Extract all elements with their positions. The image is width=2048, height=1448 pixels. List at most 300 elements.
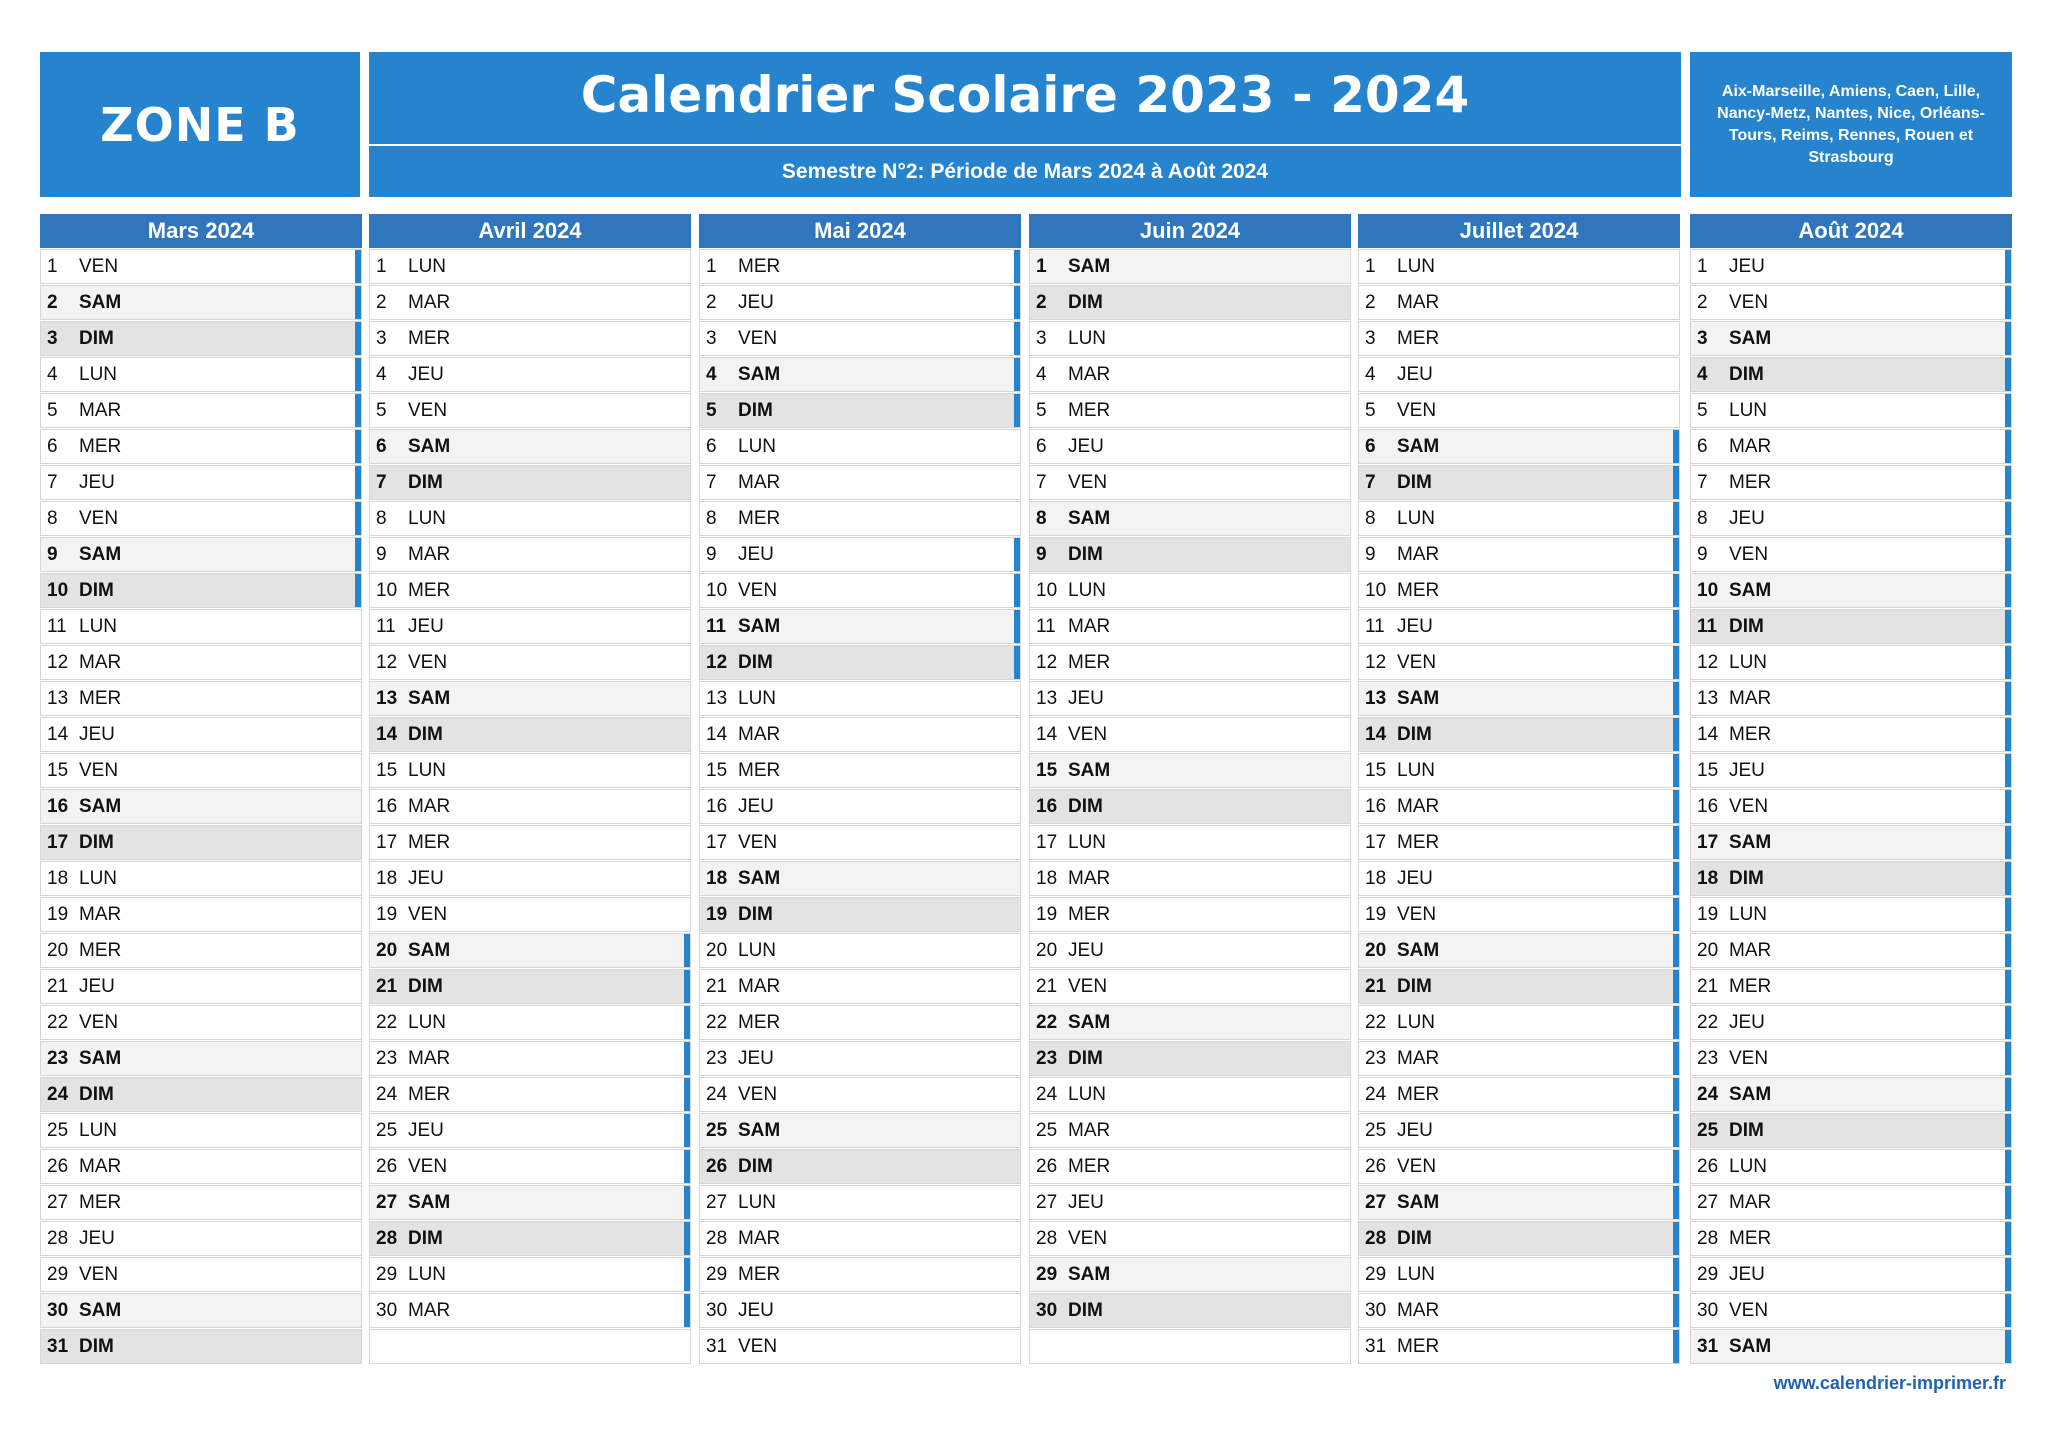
day-row bbox=[40, 501, 362, 536]
day-row bbox=[1358, 897, 1680, 932]
page-title: Calendrier Scolaire 2023 - 2024 bbox=[580, 66, 1470, 124]
month-header: Mars 2024 bbox=[40, 214, 362, 248]
day-name: LUN bbox=[79, 364, 118, 385]
day-name: SAM bbox=[1729, 580, 1772, 601]
day-row bbox=[369, 393, 691, 428]
day-name: VEN bbox=[1397, 904, 1437, 925]
day-name: VEN bbox=[408, 904, 448, 925]
zone-banner bbox=[40, 52, 360, 197]
day-name: DIM bbox=[1729, 1120, 1764, 1141]
day-name: SAM bbox=[1068, 760, 1111, 781]
day-row bbox=[1029, 321, 1351, 356]
day-row bbox=[1690, 1041, 2012, 1076]
day-name: MER bbox=[738, 508, 781, 529]
day-number: 26 bbox=[1365, 1156, 1387, 1177]
day-row bbox=[1358, 681, 1680, 716]
day-number: 29 bbox=[1365, 1264, 1387, 1285]
day-name: MAR bbox=[79, 652, 122, 673]
day-number: 6 bbox=[376, 436, 387, 457]
day-row bbox=[40, 861, 362, 896]
day-row bbox=[40, 429, 362, 464]
day-row bbox=[1358, 537, 1680, 572]
day-row bbox=[1358, 1293, 1680, 1328]
day-row bbox=[699, 285, 1021, 320]
day-row bbox=[1029, 1149, 1351, 1184]
day-number: 15 bbox=[1697, 760, 1719, 781]
day-row bbox=[369, 1041, 691, 1076]
day-number: 2 bbox=[1697, 292, 1708, 313]
day-row bbox=[369, 465, 691, 500]
day-number: 6 bbox=[1365, 436, 1376, 457]
day-row bbox=[40, 357, 362, 392]
day-name: SAM bbox=[1068, 1012, 1111, 1033]
day-name: SAM bbox=[1729, 1336, 1772, 1357]
day-name: DIM bbox=[79, 328, 114, 349]
day-name: VEN bbox=[738, 1084, 778, 1105]
day-number: 31 bbox=[1697, 1336, 1719, 1357]
day-row bbox=[40, 1221, 362, 1256]
day-name: MAR bbox=[1729, 1192, 1772, 1213]
day-name: LUN bbox=[1397, 1012, 1436, 1033]
day-row bbox=[1358, 1005, 1680, 1040]
day-number: 11 bbox=[706, 616, 727, 637]
day-name: MER bbox=[1068, 652, 1111, 673]
day-row bbox=[369, 897, 691, 932]
website-link[interactable]: www.calendrier-imprimer.fr bbox=[1773, 1373, 2006, 1393]
day-number: 26 bbox=[706, 1156, 728, 1177]
day-name: VEN bbox=[79, 1264, 119, 1285]
day-number: 24 bbox=[1697, 1084, 1719, 1105]
day-name: MAR bbox=[1068, 364, 1111, 385]
day-name: JEU bbox=[1397, 868, 1433, 889]
day-number: 16 bbox=[1036, 796, 1058, 817]
day-row bbox=[1029, 1293, 1351, 1328]
day-number: 28 bbox=[376, 1228, 398, 1249]
day-number: 18 bbox=[706, 868, 728, 889]
day-number: 23 bbox=[1365, 1048, 1387, 1069]
day-row bbox=[40, 789, 362, 824]
day-row bbox=[1690, 537, 2012, 572]
day-name: MER bbox=[1729, 724, 1772, 745]
day-name: DIM bbox=[738, 904, 773, 925]
day-name: MER bbox=[1729, 976, 1772, 997]
day-name: LUN bbox=[408, 508, 447, 529]
day-name: JEU bbox=[738, 796, 774, 817]
day-name: LUN bbox=[1397, 760, 1436, 781]
day-row bbox=[369, 861, 691, 896]
day-name: DIM bbox=[1729, 616, 1764, 637]
day-name: JEU bbox=[738, 1300, 774, 1321]
day-row bbox=[1690, 789, 2012, 824]
day-row bbox=[369, 537, 691, 572]
day-name: JEU bbox=[408, 868, 444, 889]
day-number: 16 bbox=[1365, 796, 1387, 817]
day-name: MAR bbox=[408, 544, 451, 565]
day-row bbox=[1358, 609, 1680, 644]
day-row bbox=[369, 1077, 691, 1112]
day-name: LUN bbox=[1729, 904, 1768, 925]
day-number: 7 bbox=[1365, 472, 1376, 493]
day-row bbox=[1029, 501, 1351, 536]
day-number: 25 bbox=[376, 1120, 398, 1141]
day-name: JEU bbox=[738, 544, 774, 565]
day-name: VEN bbox=[79, 1012, 119, 1033]
day-name: MAR bbox=[408, 796, 451, 817]
day-name: DIM bbox=[1068, 292, 1103, 313]
day-number: 25 bbox=[47, 1120, 69, 1141]
day-row bbox=[699, 1113, 1021, 1148]
day-number: 13 bbox=[1365, 688, 1387, 709]
day-number: 5 bbox=[47, 400, 58, 421]
day-row bbox=[369, 789, 691, 824]
day-row bbox=[1690, 753, 2012, 788]
day-number: 3 bbox=[1036, 328, 1047, 349]
day-number: 28 bbox=[1365, 1228, 1387, 1249]
day-row bbox=[40, 933, 362, 968]
day-name: SAM bbox=[1397, 436, 1440, 457]
day-name: SAM bbox=[408, 1192, 451, 1213]
day-row bbox=[1690, 249, 2012, 284]
day-number: 13 bbox=[1697, 688, 1719, 709]
day-name: MAR bbox=[79, 904, 122, 925]
day-row bbox=[1690, 609, 2012, 644]
day-name: MAR bbox=[1068, 868, 1111, 889]
day-name: DIM bbox=[408, 1228, 443, 1249]
day-number: 12 bbox=[47, 652, 69, 673]
day-row bbox=[1358, 1077, 1680, 1112]
day-row bbox=[1358, 249, 1680, 284]
day-name: VEN bbox=[1729, 544, 1769, 565]
day-name: LUN bbox=[738, 940, 777, 961]
day-name: VEN bbox=[1729, 1300, 1769, 1321]
day-number: 3 bbox=[376, 328, 387, 349]
day-number: 8 bbox=[376, 508, 387, 529]
day-row bbox=[1029, 537, 1351, 572]
day-row bbox=[1358, 1149, 1680, 1184]
day-row bbox=[1029, 681, 1351, 716]
day-number: 20 bbox=[1365, 940, 1387, 961]
day-row bbox=[699, 1293, 1021, 1328]
day-number: 22 bbox=[1036, 1012, 1058, 1033]
day-number: 14 bbox=[47, 724, 69, 745]
day-row bbox=[1029, 1005, 1351, 1040]
day-name: MER bbox=[1397, 580, 1440, 601]
day-row bbox=[1358, 861, 1680, 896]
day-number: 28 bbox=[47, 1228, 69, 1249]
day-number: 27 bbox=[706, 1192, 728, 1213]
month-column bbox=[1690, 214, 2012, 1364]
day-number: 17 bbox=[706, 832, 728, 853]
day-number: 4 bbox=[706, 364, 717, 385]
day-number: 19 bbox=[1036, 904, 1058, 925]
day-number: 20 bbox=[1036, 940, 1058, 961]
day-row bbox=[1690, 1329, 2012, 1364]
day-number: 9 bbox=[1036, 544, 1047, 565]
day-name: MER bbox=[1068, 400, 1111, 421]
day-number: 8 bbox=[1697, 508, 1708, 529]
day-name: JEU bbox=[1068, 688, 1104, 709]
day-number: 20 bbox=[706, 940, 728, 961]
day-number: 7 bbox=[47, 472, 58, 493]
day-number: 28 bbox=[1697, 1228, 1719, 1249]
day-number: 15 bbox=[706, 760, 728, 781]
day-name: VEN bbox=[738, 328, 778, 349]
day-number: 26 bbox=[1697, 1156, 1719, 1177]
day-name: SAM bbox=[1729, 1084, 1772, 1105]
day-name: VEN bbox=[738, 580, 778, 601]
day-row bbox=[369, 717, 691, 752]
day-number: 23 bbox=[1697, 1048, 1719, 1069]
day-name: MAR bbox=[1397, 796, 1440, 817]
day-name: VEN bbox=[1729, 292, 1769, 313]
day-name: MAR bbox=[738, 1228, 781, 1249]
day-name: MAR bbox=[1729, 436, 1772, 457]
day-number: 21 bbox=[1036, 976, 1058, 997]
day-name: JEU bbox=[408, 616, 444, 637]
day-number: 20 bbox=[1697, 940, 1719, 961]
day-name: DIM bbox=[79, 832, 114, 853]
day-number: 30 bbox=[1697, 1300, 1719, 1321]
day-number: 26 bbox=[47, 1156, 69, 1177]
day-name: MAR bbox=[1729, 940, 1772, 961]
day-name: JEU bbox=[408, 1120, 444, 1141]
day-number: 21 bbox=[47, 976, 69, 997]
day-name: LUN bbox=[738, 436, 777, 457]
day-name: DIM bbox=[1397, 976, 1432, 997]
day-row bbox=[1029, 285, 1351, 320]
day-row bbox=[1358, 573, 1680, 608]
day-row bbox=[40, 1041, 362, 1076]
day-number: 5 bbox=[376, 400, 387, 421]
day-row bbox=[40, 1113, 362, 1148]
day-number: 10 bbox=[706, 580, 728, 601]
day-row bbox=[699, 537, 1021, 572]
day-name: LUN bbox=[1397, 508, 1436, 529]
day-row bbox=[1029, 933, 1351, 968]
day-name: LUN bbox=[79, 616, 118, 637]
day-name: JEU bbox=[738, 292, 774, 313]
day-name: VEN bbox=[1397, 1156, 1437, 1177]
day-row bbox=[699, 789, 1021, 824]
day-name: MAR bbox=[79, 1156, 122, 1177]
day-row bbox=[1029, 1185, 1351, 1220]
day-number: 22 bbox=[706, 1012, 728, 1033]
day-number: 29 bbox=[47, 1264, 69, 1285]
day-name: DIM bbox=[1397, 472, 1432, 493]
day-name: LUN bbox=[1729, 652, 1768, 673]
day-name: VEN bbox=[408, 1156, 448, 1177]
day-row bbox=[1690, 285, 2012, 320]
day-name: MER bbox=[738, 1012, 781, 1033]
day-row bbox=[699, 501, 1021, 536]
day-name: LUN bbox=[1068, 832, 1107, 853]
day-name: VEN bbox=[408, 652, 448, 673]
day-row bbox=[1690, 1293, 2012, 1328]
day-name: MER bbox=[408, 832, 451, 853]
day-row bbox=[699, 717, 1021, 752]
day-row bbox=[1358, 1185, 1680, 1220]
day-name: SAM bbox=[79, 544, 122, 565]
day-row bbox=[1029, 609, 1351, 644]
day-name: VEN bbox=[738, 832, 778, 853]
day-name: SAM bbox=[408, 436, 451, 457]
day-number: 13 bbox=[1036, 688, 1058, 709]
day-row bbox=[40, 1293, 362, 1328]
page-subtitle: Semestre N°2: Période de Mars 2024 à Août 2024 bbox=[781, 160, 1269, 183]
day-number: 5 bbox=[1365, 400, 1376, 421]
day-row bbox=[369, 573, 691, 608]
day-name: SAM bbox=[1729, 832, 1772, 853]
day-name: VEN bbox=[1729, 796, 1769, 817]
day-row bbox=[1690, 717, 2012, 752]
day-number: 18 bbox=[1365, 868, 1387, 889]
day-number: 14 bbox=[1697, 724, 1719, 745]
day-row bbox=[1358, 393, 1680, 428]
day-row bbox=[699, 1077, 1021, 1112]
day-row bbox=[1358, 465, 1680, 500]
day-number: 25 bbox=[1697, 1120, 1719, 1141]
day-number: 12 bbox=[1036, 652, 1058, 673]
day-row bbox=[699, 573, 1021, 608]
day-name: JEU bbox=[1397, 364, 1433, 385]
title-banner bbox=[369, 52, 1681, 197]
day-name: MAR bbox=[408, 1300, 451, 1321]
day-name: JEU bbox=[1068, 940, 1104, 961]
day-name: DIM bbox=[79, 1084, 114, 1105]
day-name: SAM bbox=[408, 688, 451, 709]
empty-day-row bbox=[369, 1329, 691, 1364]
day-number: 7 bbox=[1697, 472, 1708, 493]
day-number: 13 bbox=[47, 688, 69, 709]
day-number: 14 bbox=[376, 724, 398, 745]
day-row bbox=[699, 1149, 1021, 1184]
day-name: MAR bbox=[408, 292, 451, 313]
day-row bbox=[1358, 321, 1680, 356]
day-name: VEN bbox=[1068, 724, 1108, 745]
day-name: SAM bbox=[1068, 508, 1111, 529]
day-row bbox=[40, 1149, 362, 1184]
month-header: Avril 2024 bbox=[369, 214, 691, 248]
day-name: MER bbox=[1397, 1336, 1440, 1357]
day-name: SAM bbox=[79, 796, 122, 817]
day-row bbox=[1690, 321, 2012, 356]
day-number: 11 bbox=[1365, 616, 1385, 637]
day-row bbox=[1029, 717, 1351, 752]
day-name: MER bbox=[1068, 904, 1111, 925]
day-name: MER bbox=[408, 328, 451, 349]
day-number: 21 bbox=[1697, 976, 1719, 997]
day-row bbox=[369, 1185, 691, 1220]
month-header: Août 2024 bbox=[1690, 214, 2012, 248]
day-name: LUN bbox=[738, 1192, 777, 1213]
day-row bbox=[1690, 1149, 2012, 1184]
day-row bbox=[1690, 681, 2012, 716]
day-name: JEU bbox=[79, 724, 115, 745]
month-column bbox=[1358, 214, 1680, 1364]
day-number: 16 bbox=[47, 796, 69, 817]
day-number: 18 bbox=[376, 868, 398, 889]
day-name: VEN bbox=[1068, 1228, 1108, 1249]
day-number: 26 bbox=[1036, 1156, 1058, 1177]
day-number: 2 bbox=[47, 292, 58, 313]
day-number: 6 bbox=[47, 436, 58, 457]
day-number: 2 bbox=[376, 292, 387, 313]
day-row bbox=[1690, 357, 2012, 392]
day-name: LUN bbox=[1729, 400, 1768, 421]
day-number: 4 bbox=[1697, 364, 1708, 385]
day-number: 27 bbox=[1365, 1192, 1387, 1213]
empty-day-row bbox=[1029, 1329, 1351, 1364]
day-number: 9 bbox=[376, 544, 387, 565]
day-name: LUN bbox=[738, 688, 777, 709]
day-row bbox=[1358, 1041, 1680, 1076]
day-name: JEU bbox=[1729, 508, 1765, 529]
day-row bbox=[1690, 393, 2012, 428]
day-row bbox=[1690, 933, 2012, 968]
day-number: 16 bbox=[376, 796, 398, 817]
day-row bbox=[1029, 753, 1351, 788]
day-name: MER bbox=[1729, 472, 1772, 493]
day-number: 26 bbox=[376, 1156, 398, 1177]
day-row bbox=[699, 933, 1021, 968]
day-number: 2 bbox=[1365, 292, 1376, 313]
day-row bbox=[40, 1329, 362, 1364]
day-row bbox=[1358, 825, 1680, 860]
day-row bbox=[1358, 357, 1680, 392]
day-row bbox=[699, 645, 1021, 680]
day-row bbox=[1358, 1221, 1680, 1256]
day-number: 14 bbox=[1365, 724, 1387, 745]
day-name: VEN bbox=[1068, 472, 1108, 493]
day-row bbox=[1690, 897, 2012, 932]
day-number: 14 bbox=[1036, 724, 1058, 745]
day-row bbox=[1358, 645, 1680, 680]
day-name: JEU bbox=[1397, 1120, 1433, 1141]
day-number: 8 bbox=[1365, 508, 1376, 529]
day-row bbox=[40, 1257, 362, 1292]
day-number: 30 bbox=[706, 1300, 728, 1321]
day-row bbox=[1358, 1329, 1680, 1364]
day-number: 19 bbox=[376, 904, 398, 925]
day-name: VEN bbox=[1729, 1048, 1769, 1069]
day-name: JEU bbox=[79, 976, 115, 997]
day-name: DIM bbox=[1729, 868, 1764, 889]
day-row bbox=[369, 681, 691, 716]
day-number: 23 bbox=[1036, 1048, 1058, 1069]
day-row bbox=[40, 969, 362, 1004]
day-number: 23 bbox=[706, 1048, 728, 1069]
day-name: MAR bbox=[738, 724, 781, 745]
day-row bbox=[1029, 573, 1351, 608]
day-row bbox=[40, 537, 362, 572]
day-number: 27 bbox=[47, 1192, 69, 1213]
day-name: MAR bbox=[408, 1048, 451, 1069]
day-name: MAR bbox=[1397, 292, 1440, 313]
day-name: MER bbox=[408, 580, 451, 601]
day-row bbox=[1029, 789, 1351, 824]
day-number: 1 bbox=[1365, 256, 1376, 277]
day-row bbox=[369, 249, 691, 284]
day-number: 4 bbox=[47, 364, 58, 385]
day-row bbox=[369, 825, 691, 860]
day-number: 8 bbox=[1036, 508, 1047, 529]
day-row bbox=[40, 249, 362, 284]
day-number: 22 bbox=[376, 1012, 398, 1033]
day-name: JEU bbox=[1729, 1012, 1765, 1033]
day-name: DIM bbox=[738, 400, 773, 421]
day-number: 2 bbox=[706, 292, 717, 313]
day-row bbox=[369, 501, 691, 536]
